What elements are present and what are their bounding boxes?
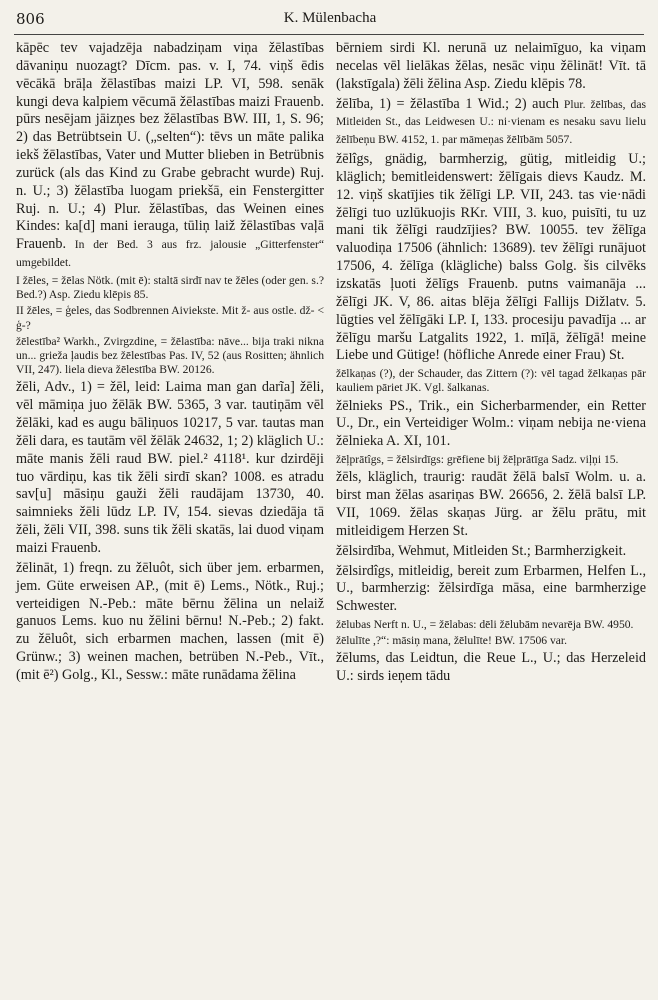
entry-small-text: žēlulīte ,?“: māsiņ mana, žēlulīte! BW. 17506 var. xyxy=(336,634,568,648)
entry-small-text: žēlubas Nerft n. U., = žēlabas: dēli žēlubām nevarēja BW. 4950. xyxy=(336,618,634,632)
dictionary-entry xyxy=(16,560,324,685)
entry-text: žēli, Adv., 1) = žēl, leid: Laima man gan darĩa] žēli, vēl māmiņa juo žēlāk BW. 5365, 3 var. tautiņām vēl žēlāki, kad es augu bāliņuos 10217, 5 var. tautas man žēli dara, es tautām vēl žēlāk 24632, 1; 2) kläglich U.: māte manis žēli raud BW. piel.² 4118¹. kur dzirdēji tuo vārdiņu, kas tik žēli sirdī skan? 1008. es atradu sav[u] māsiņu gauži žēli raudājam 13730, 40. saimnieks žēli lūdz LP. IV, 154. sievas dziedāja tā žēli, žēli VII, 398. suns tik žēli skatās, lai duod viņam maizi Frauenb. xyxy=(16,379,324,556)
dictionary-entry xyxy=(16,379,324,557)
dictionary-entry xyxy=(16,335,324,378)
dictionary-entry xyxy=(336,634,646,648)
dictionary-entry xyxy=(336,151,646,365)
entry-text: žēlîgs, gnädig, barmherzig, gütig, mitleidig U.; kläglich; bemitleidenswert: žēlīgais dievs Kaudz. M. 12. viņš skatījies tik žēlīgi LP. VII, 243. tas vie·nādi žēlīgi tuo uzlūkuojis RKr. VIII, 3. kuo, puisīti, tu uz mani tik žēlīgi raudzījies? BW. 10055. tev žēlīga valuodiņa 17506 (ähnlich: 13689). tev žēlīgi runājuot 17506, 4. žēlīga (klägliche) balss Golg. šis cilvēks izskatās ļuoti žēlīgs Frauenb. putns vaimanāja ... žēlīgi JK. V, 86. aitas blēja žēlīgi Fallijs Dižlatv. 5. lūgties vel žēlīgāki LP. I, 133. procesiju pavadīja ... ar žēlīgu maršu Latgalits 1922, 1. mīļā, žēlīgā! meine Liebe und Gütige! (höfliche Anrede einer Frau) St. xyxy=(336,151,646,364)
dictionary-entry xyxy=(16,274,324,302)
entry-text: kāpēc tev vajadzēja nabadziņam viņa žēlastības dāvaniņu nuozagt? Dīcm. pas. v. I, 74. viņš ēdis vēcākā brāļa žēlastības maizi LP. VI, 598. senāk kungi deva kalpiem vēcumā žēlastības maizi Frauenb. pūrs nesējam jāizņes bez žēlastības BW. III, 1, S. 96; 2) das Betrübtsein U. („selten“): tēvs un māte palika iekš žēlastības, Vater und Mutter blieben in Betrübnis zurück (als das Kind zu Grabe gebracht wurde) Ruj. n. U.; 3) žēlastība luogam priekšā, ein Fenstergitter Ruj. n. U.; 4) Plur. žēlastības, das Weinen eines Kindes: ka[d] mani ierauga, tūliņ laiž žēlastības vaļā Frauenb. xyxy=(16,40,324,253)
entry-text: žēls, kläglich, traurig: raudāt žēlā balsī Wolm. u. a. birst man žēlas asariņas BW. 26656, 2. žēlā balsī LP. VII, 1069. žēlas skaņas Jürg. ar žēlu prātu, mit mitleidigem Herzen St. xyxy=(336,469,646,539)
dictionary-entry xyxy=(16,304,324,332)
left-column xyxy=(16,40,324,685)
dictionary-entry xyxy=(336,453,646,467)
entry-small-text: In der Bed. 3 aus frz. jalousie „Gitterfenster“ umgebildet. xyxy=(16,238,324,270)
entry-text: žēlums, das Leidtun, die Reue L., U.; das Herzeleid U.: sirds ieņem tādu xyxy=(336,650,646,685)
dictionary-entry xyxy=(16,40,324,272)
header-rule xyxy=(14,34,644,35)
entry-text: bērniem sirdi Kl. nerunā uz nelaimīguo, ka viņam necelas vēl lielākas žēlas, nesāc viņu žēlināt! Vīt. tā (lakstīgala) žēli žēlina Asp. Ziedu klēpis 78. xyxy=(336,40,646,92)
entry-small-text: I žēles, = žēlas Nötk. (mit ē): staltā sirdī nav te žēles (oder gen. s.? Bed.?) Asp. Ziedu klēpis 85. xyxy=(16,273,324,302)
entry-small-text: žēlestība² Warkh., Zvirgzdine, = žēlastība: nāve... bija traki nikna un... grieža ļaudis bez žēlestības Pas. IV, 52 (aus Rositten; ähnlich VII, 247). liela dieva žēlestība BW. 20126. xyxy=(16,334,324,377)
dictionary-entry xyxy=(336,40,646,94)
running-head: K. Mülenbacha xyxy=(283,10,377,26)
entry-text: žēlnieks PS., Trik., ein Sicherbarmender, ein Retter U., Dr., ein Verteidiger Wolm.: viņam nebija ne·viena žēlnieka A. XI, 101. xyxy=(336,397,646,450)
page-header xyxy=(16,10,644,34)
entry-text: žēlsirdîgs, mitleidig, bereit zum Erbarmen, Helfen L., U., barmherzig: žēlsirdīga māsa, eine barmherzige Schwester. xyxy=(336,562,646,615)
dictionary-entry xyxy=(336,96,646,150)
entry-text: žēlsirdība, Wehmut, Mitleiden St.; Barmherzigkeit. xyxy=(336,542,627,559)
dictionary-entry xyxy=(336,543,646,561)
entry-small-text: Plur. žēlības, das Mitleiden St., das Leidwesen U.: ni·vienam es nesaku savu lielu žēlībeņu BW. 4152, 1. par māmeņas žēlībām 5057. xyxy=(336,97,646,147)
dictionary-entry xyxy=(336,398,646,452)
entry-small-text: žēļprātîgs, = žēlsirdīgs: grēfiene bij žēļprātīga Sadz. viļņi 15. xyxy=(336,453,619,467)
dictionary-entry xyxy=(336,367,646,395)
dictionary-entry xyxy=(336,618,646,632)
page-number: 806 xyxy=(16,10,45,28)
entry-small-text: II žēles, = ģeles, das Sodbrennen Aiviekste. Mit ž- aus ostle. dž- < ģ-? xyxy=(16,304,324,332)
right-column xyxy=(336,40,646,686)
dictionary-entry xyxy=(336,563,646,617)
entry-text: žēlība, 1) = žēlastība 1 Wid.; 2) auch xyxy=(336,95,559,112)
dictionary-entry xyxy=(336,650,646,686)
entry-text: žēlināt, 1) freqn. zu žēluôt, sich über jem. erbarmen, jem. Güte erweisen AP., (mit ē) Lems., Nötk., Ruj.; verteidigen N.-Peb.: māte bērnu žēlina un nelaiž ganuos Lems. kuo nu žēlini bērnu! N.-Peb.; 2) fakt. zu žēluôt, sich erbarmen machen, lassen (mit ē) Grünw.; 3) weinen machen, betrüben N.-Peb., Vīt., (mit ē²) Golg., Kl., Sessw.: māte runādama žēlina xyxy=(16,559,324,683)
dictionary-entry xyxy=(336,469,646,540)
entry-small-text: žēlkaņas (?), der Schauder, das Zittern (?): vēl tagad žēlkaņas pār kauliem pāriet JK. Vgl. šalkanas. xyxy=(336,367,646,395)
